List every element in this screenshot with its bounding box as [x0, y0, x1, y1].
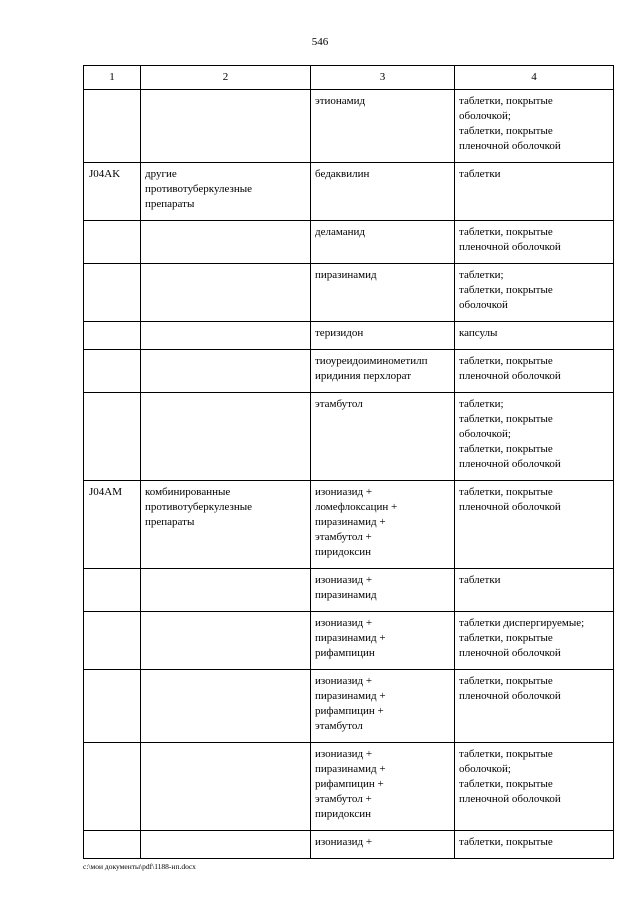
name-line: ломефлоксацин +	[315, 501, 398, 513]
form-line: оболочкой;	[459, 110, 511, 122]
page-number: 546	[311, 36, 329, 48]
form-line: таблетки диспергируемые;	[459, 617, 585, 629]
form-cell	[455, 163, 614, 221]
name-cell	[311, 322, 455, 350]
form-line: таблетки, покрытые	[459, 836, 553, 848]
table-row	[84, 569, 614, 612]
form-line: таблетки, покрытые	[459, 778, 553, 790]
group-cell	[141, 569, 311, 612]
name-line: рифампицин +	[315, 705, 384, 717]
form-line: таблетки, покрытые	[459, 355, 553, 367]
column-header: 3	[311, 66, 455, 90]
form-cell	[455, 612, 614, 670]
form-line: пленочной оболочкой	[459, 458, 561, 470]
name-line: изониазид +	[315, 574, 373, 586]
group-cell	[141, 743, 311, 831]
name-cell	[311, 264, 455, 322]
name-line: этамбутол +	[315, 531, 372, 543]
atc-code-cell	[84, 743, 141, 831]
group-cell	[141, 221, 311, 264]
atc-code-cell	[84, 569, 141, 612]
table-row	[84, 612, 614, 670]
form-cell	[455, 569, 614, 612]
table-row	[84, 221, 614, 264]
name-line: пиразинамид	[315, 269, 377, 281]
group-line: препараты	[145, 198, 195, 210]
group-line: комбинированные	[145, 486, 231, 498]
form-line: пленочной оболочкой	[459, 370, 561, 382]
table-row	[84, 350, 614, 393]
form-line: таблетки;	[459, 398, 504, 410]
form-line: таблетки, покрытые	[459, 226, 553, 238]
name-line: изониазид +	[315, 836, 373, 848]
name-cell	[311, 90, 455, 163]
group-cell	[141, 163, 311, 221]
name-line: пиразинамид +	[315, 690, 386, 702]
form-line: таблетки, покрытые	[459, 748, 553, 760]
form-line: пленочной оболочкой	[459, 241, 561, 253]
form-cell	[455, 831, 614, 859]
form-line: таблетки, покрытые	[459, 443, 553, 455]
name-line: изониазид +	[315, 748, 373, 760]
group-cell	[141, 670, 311, 743]
table-row	[84, 670, 614, 743]
form-cell	[455, 350, 614, 393]
name-cell	[311, 612, 455, 670]
name-line: пиридоксин	[315, 808, 371, 820]
name-line: теризидон	[315, 327, 364, 339]
form-cell	[455, 90, 614, 163]
drug-table	[83, 65, 614, 859]
column-header: 1	[84, 66, 141, 90]
form-cell	[455, 221, 614, 264]
atc-code-cell	[84, 350, 141, 393]
table-row	[84, 481, 614, 569]
name-cell	[311, 350, 455, 393]
form-line: пленочной оболочкой	[459, 140, 561, 152]
name-line: изониазид +	[315, 617, 373, 629]
form-line: оболочкой;	[459, 763, 511, 775]
name-line: тиоуреидоиминометилп	[315, 355, 428, 367]
name-line: этамбутол +	[315, 793, 372, 805]
name-cell	[311, 481, 455, 569]
name-cell	[311, 743, 455, 831]
name-line: пиразинамид	[315, 589, 377, 601]
form-line: таблетки, покрытые	[459, 486, 553, 498]
form-line: капсулы	[459, 327, 498, 339]
group-line: противотуберкулезные	[145, 183, 252, 195]
table-row	[84, 322, 614, 350]
group-cell	[141, 350, 311, 393]
name-cell	[311, 393, 455, 481]
table-header-row	[84, 66, 614, 90]
name-cell	[311, 670, 455, 743]
atc-code-cell	[84, 670, 141, 743]
form-line: пленочной оболочкой	[459, 690, 561, 702]
name-line: бедаквилин	[315, 168, 370, 180]
column-header: 4	[455, 66, 614, 90]
table-row	[84, 163, 614, 221]
form-line: таблетки, покрытые	[459, 413, 553, 425]
form-line: таблетки, покрытые	[459, 125, 553, 137]
atc-code-cell: J04AK	[84, 163, 141, 221]
name-line: этионамид	[315, 95, 366, 107]
name-cell	[311, 831, 455, 859]
atc-code-cell	[84, 322, 141, 350]
name-cell	[311, 221, 455, 264]
group-line: противотуберкулезные	[145, 501, 252, 513]
form-cell	[455, 393, 614, 481]
form-line: таблетки, покрытые	[459, 95, 553, 107]
table-row	[84, 264, 614, 322]
form-line: пленочной оболочкой	[459, 793, 561, 805]
name-line: изониазид +	[315, 675, 373, 687]
name-line: пиразинамид +	[315, 763, 386, 775]
name-line: иридиния перхлорат	[315, 370, 412, 382]
form-cell	[455, 743, 614, 831]
form-cell	[455, 322, 614, 350]
file-path-footer: c:\мои документы\pdf\1188-нп.docx	[83, 862, 196, 871]
name-line: этамбутол	[315, 720, 363, 732]
atc-code-cell	[84, 612, 141, 670]
atc-code-cell	[84, 393, 141, 481]
name-cell	[311, 569, 455, 612]
column-header: 2	[141, 66, 311, 90]
name-line: пиразинамид +	[315, 632, 386, 644]
table-row	[84, 393, 614, 481]
atc-code-cell: J04AM	[84, 481, 141, 569]
atc-code-cell	[84, 264, 141, 322]
group-cell	[141, 831, 311, 859]
form-cell	[455, 670, 614, 743]
form-line: оболочкой;	[459, 428, 511, 440]
form-line: таблетки, покрытые	[459, 632, 553, 644]
group-cell	[141, 264, 311, 322]
group-line: препараты	[145, 516, 195, 528]
table-row	[84, 743, 614, 831]
name-line: рифампицин	[315, 647, 375, 659]
name-line: рифампицин +	[315, 778, 384, 790]
name-line: этамбутол	[315, 398, 363, 410]
name-line: изониазид +	[315, 486, 373, 498]
atc-code-cell	[84, 831, 141, 859]
name-line: деламанид	[315, 226, 365, 238]
atc-code-cell	[84, 221, 141, 264]
form-line: таблетки	[459, 574, 501, 586]
table-body	[84, 90, 614, 859]
form-line: оболочкой	[459, 299, 508, 311]
form-line: таблетки, покрытые	[459, 675, 553, 687]
group-cell	[141, 393, 311, 481]
group-cell	[141, 612, 311, 670]
table-row	[84, 90, 614, 163]
group-cell	[141, 90, 311, 163]
form-line: таблетки;	[459, 269, 504, 281]
form-cell	[455, 481, 614, 569]
name-cell	[311, 163, 455, 221]
group-cell	[141, 481, 311, 569]
group-line: другие	[145, 168, 177, 180]
form-line: пленочной оболочкой	[459, 647, 561, 659]
form-line: таблетки, покрытые	[459, 284, 553, 296]
name-line: пиразинамид +	[315, 516, 386, 528]
form-cell	[455, 264, 614, 322]
form-line: пленочной оболочкой	[459, 501, 561, 513]
name-line: пиридоксин	[315, 546, 371, 558]
atc-code-cell	[84, 90, 141, 163]
table-row	[84, 831, 614, 859]
form-line: таблетки	[459, 168, 501, 180]
group-cell	[141, 322, 311, 350]
